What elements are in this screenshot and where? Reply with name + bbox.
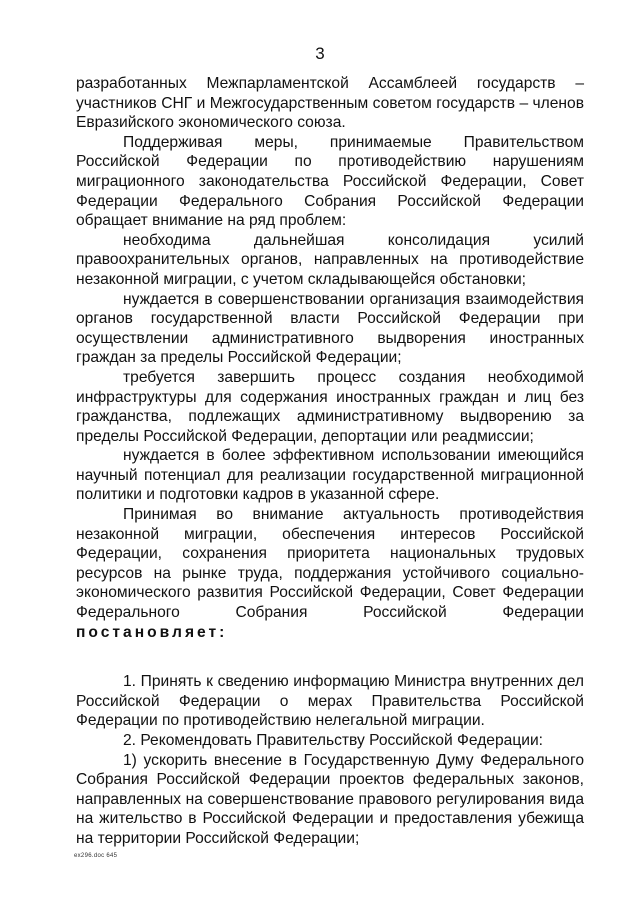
page-number: 3	[315, 44, 325, 63]
paragraph-supporting-measures: Поддерживая меры, принимаемые Правительством Российской Федерации по противодействию нарушениям миграционного законодательства Российской Федерации, Совет Федерации Федерального Собрания Российской Федерации обращает внимание на ряд проблем:	[76, 133, 584, 230]
paragraph-continuation: разработанных Межпарламентской Ассамблеей государств – участников СНГ и Межгосударственным советом государств – членов Евразийского экономического союза.	[76, 75, 584, 132]
paragraph-infrastructure: требуется завершить процесс создания необходимой инфраструктуры для содержания иностранных граждан и лиц без гражданства, подлежащих административному выдворению за пределы Российской Федерации, депортации или реадмиссии;	[76, 368, 584, 445]
paragraph-interaction: нуждается в совершенствовании организация взаимодействия органов государственной власти Российской Федерации при осуществлении административного выдворения иностранных граждан за пределы Российской Федерации;	[76, 290, 584, 367]
resolution-keyword: постановляет:	[76, 623, 228, 641]
paragraph-item-2-1: 1) ускорить внесение в Государственную Думу Федерального Собрания Российской Федерации проектов федеральных законов, направленных на совершенствование правового регулирования вида на жительство в Российской Федерации и предоставления убежища на территории Российской Федерации;	[76, 751, 584, 847]
paragraph-item-1: 1. Принять к сведению информацию Министра внутренних дел Российской Федерации о мерах Правительства Российской Федерации по противодействию нелегальной миграции.	[76, 673, 584, 730]
document-file-code: ex296.doc 645	[74, 853, 118, 859]
paragraph-scientific-potential: нуждается в более эффективном использовании имеющийся научный потенциал для реализации государственной миграционной политики и подготовки кадров в указанной сфере.	[76, 447, 584, 504]
resolution-preamble-text: Принимая во внимание актуальность противодействия незаконной миграции, обеспечения интересов Российской Федерации, сохранения приоритета национальных трудовых ресурсов на рынке труда, поддержания устойчивого социально-экономического развития Российской Федерации, Совет Федерации Федерального Собрания Российской Федерации	[76, 506, 584, 622]
paragraph-resolution-preamble	[76, 505, 584, 642]
paragraph-item-2: 2. Рекомендовать Правительству Российской Федерации:	[123, 732, 544, 749]
document-body	[76, 74, 584, 849]
paragraph-consolidation: необходима дальнейшая консолидация усилий правоохранительных органов, направленных на противодействие незаконной миграции, с учетом складывающейся обстановки;	[76, 231, 584, 288]
